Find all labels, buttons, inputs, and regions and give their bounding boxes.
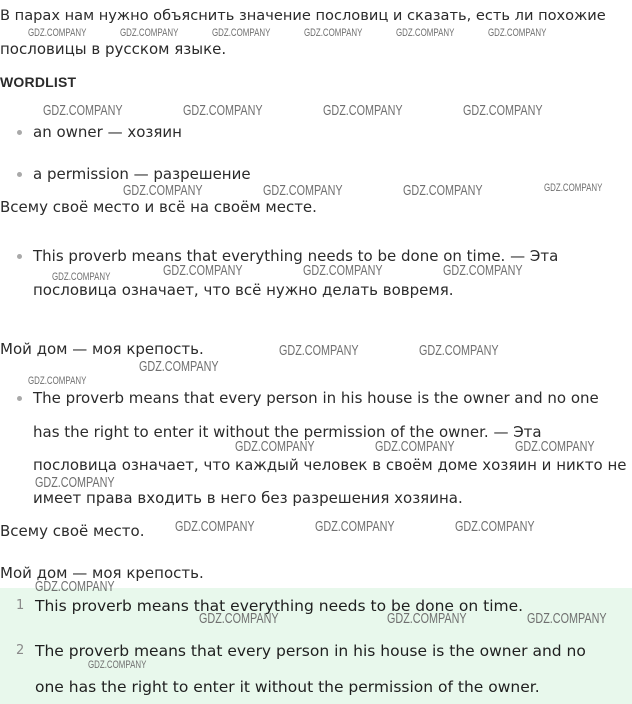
watermark: GDZ.COMPANY	[28, 375, 87, 387]
watermark: GDZ.COMPANY	[303, 262, 383, 279]
wordlist-bullet-2	[17, 172, 22, 177]
proverb-2-explanation-line-4: имеет права входить в него без разрешения хозяина.	[33, 489, 463, 507]
watermark: GDZ.COMPANY	[544, 182, 603, 194]
watermark: GDZ.COMPANY	[323, 102, 403, 119]
watermark: GDZ.COMPANY	[515, 438, 595, 455]
wordlist-item-permission: a permission — разрешение	[33, 165, 251, 183]
watermark: GDZ.COMPANY	[212, 27, 271, 39]
proverb-2-explanation-line-3: пословица означает, что каждый человек в своём доме хозяин и никто не	[33, 456, 627, 474]
proverb-1-title: Всему своё место и всё на своём месте.	[0, 198, 317, 216]
wordlist-bullet-1	[17, 130, 22, 135]
proverb-2-title: Мой дом — моя крепость.	[0, 340, 204, 358]
watermark: GDZ.COMPANY	[35, 578, 115, 595]
watermark: GDZ.COMPANY	[488, 27, 547, 39]
watermark: GDZ.COMPANY	[279, 342, 359, 359]
intro-line-1: В парах нам нужно объяснить значение пословиц и сказать, есть ли похожие	[0, 7, 606, 24]
watermark: GDZ.COMPANY	[235, 438, 315, 455]
proverb-1-explanation-line-1: This proverb means that everything needs to be done on time. — Эта	[33, 247, 559, 265]
watermark: GDZ.COMPANY	[120, 27, 179, 39]
answer-number-2: 2	[16, 643, 25, 658]
watermark: GDZ.COMPANY	[375, 438, 455, 455]
watermark: GDZ.COMPANY	[455, 518, 535, 535]
answer-number-1: 1	[16, 598, 25, 613]
proverb-2-explanation-line-2: has the right to enter it without the permission of the owner. — Эта	[33, 423, 542, 441]
wordlist-item-owner: an owner — хозяин	[33, 123, 182, 141]
watermark: GDZ.COMPANY	[396, 27, 455, 39]
watermark: GDZ.COMPANY	[139, 358, 219, 375]
proverb-1-explanation-line-2: пословица означает, что всё нужно делать вовремя.	[33, 281, 454, 299]
watermark: GDZ.COMPANY	[28, 27, 87, 39]
watermark: GDZ.COMPANY	[88, 659, 147, 671]
proverb-2-bullet	[17, 396, 22, 401]
watermark: GDZ.COMPANY	[163, 262, 243, 279]
watermark: GDZ.COMPANY	[263, 182, 343, 199]
watermark: GDZ.COMPANY	[175, 518, 255, 535]
watermark: GDZ.COMPANY	[35, 474, 115, 491]
watermark: GDZ.COMPANY	[527, 610, 607, 627]
watermark: GDZ.COMPANY	[419, 342, 499, 359]
russian-equivalent-2: Мой дом — моя крепость.	[0, 564, 204, 582]
watermark: GDZ.COMPANY	[199, 610, 279, 627]
watermark: GDZ.COMPANY	[403, 182, 483, 199]
watermark: GDZ.COMPANY	[183, 102, 263, 119]
watermark: GDZ.COMPANY	[52, 271, 111, 283]
intro-line-2: пословицы в русском языке.	[0, 40, 227, 58]
answer-1-line-1: This proverb means that everything needs to be done on time.	[35, 597, 524, 615]
proverb-1-bullet	[17, 254, 22, 259]
watermark: GDZ.COMPANY	[315, 518, 395, 535]
watermark: GDZ.COMPANY	[304, 27, 363, 39]
wordlist-heading: WORDLIST	[0, 74, 77, 90]
watermark: GDZ.COMPANY	[43, 102, 123, 119]
russian-equivalent-1: Всему своё место.	[0, 522, 145, 540]
watermark: GDZ.COMPANY	[123, 182, 203, 199]
watermark: GDZ.COMPANY	[463, 102, 543, 119]
answer-2-line-1: The proverb means that every person in his house is the owner and no	[35, 642, 586, 660]
watermark: GDZ.COMPANY	[387, 610, 467, 627]
proverb-2-explanation-line-1: The proverb means that every person in his house is the owner and no one	[33, 389, 599, 407]
watermark: GDZ.COMPANY	[443, 262, 523, 279]
answer-2-line-2: one has the right to enter it without the permission of the owner.	[35, 678, 540, 696]
